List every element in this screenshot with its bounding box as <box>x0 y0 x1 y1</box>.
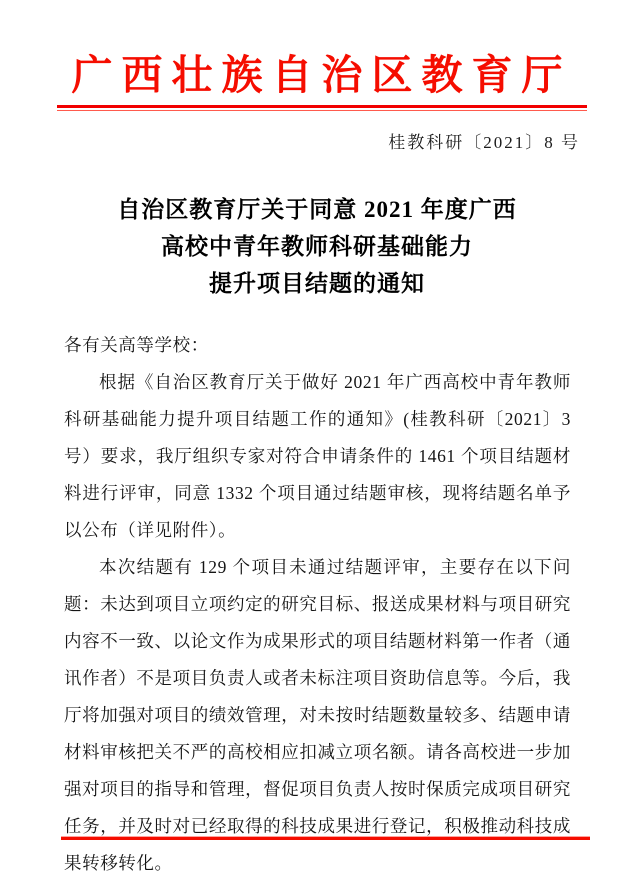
footer-rule-dark-line <box>61 837 590 840</box>
notice-title-line2: 高校中青年教师科研基础能力 <box>161 234 473 259</box>
footer-rule <box>61 836 590 840</box>
paragraph-basis: 根据《自治区教育厅关于做好 2021 年广西高校中青年教师科研基础能力提升项目结题工作的通知》(桂教科研〔2021〕3 号）要求，我厅组织专家对符合申请条件的 1461 个项目结题材料进行评审，同意 1332 个项目通过结题审核，现将结题名单予以公布（详见附件）。 <box>64 372 571 540</box>
notice-body <box>64 327 571 882</box>
paragraph-issues: 本次结题有 129 个项目未通过结题评审，主要存在以下问题：未达到项目立项约定的研究目标、报送成果材料与项目研究内容不一致、以论文作为成果形式的项目结题材料第一作者（通讯作者）不是项目负责人或者未标注项目资助信息等。今后，我厅将加强对项目的绩效管理，对未按时结题数量较多、结题申请材料审核把关不严的高校相应扣减立项名额。请各高校进一步加强对项目的指导和管理，督促项目负责人按时保质完成项目研究任务，并及时对已经取得的科技成果进行登记，积极推动科技成果转移转化。 <box>64 557 571 873</box>
salutation: 各有关高等学校： <box>64 335 209 355</box>
notice-title <box>0 191 634 302</box>
notice-title-line3: 提升项目结题的通知 <box>209 271 425 296</box>
header-rule-thick-line <box>57 105 587 108</box>
agency-name: 广西壮族自治区教育厅 <box>71 52 572 98</box>
notice-title-line1: 自治区教育厅关于同意 2021 年度广西 <box>117 197 517 222</box>
header-rule-thin-line <box>57 110 587 111</box>
header-rule <box>57 105 587 111</box>
document-number: 桂教科研〔2021〕8 号 <box>388 133 580 152</box>
